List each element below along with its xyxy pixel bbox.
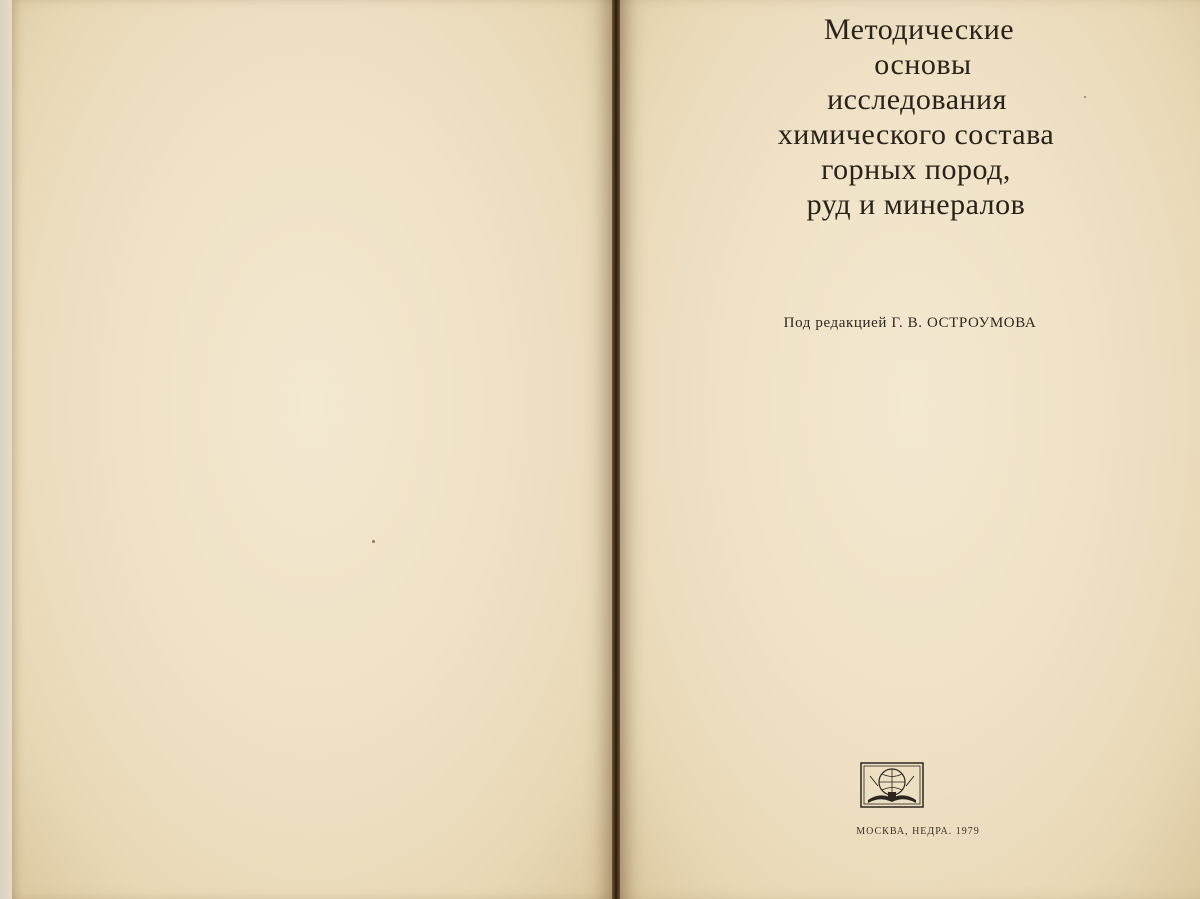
title-line: основы: [874, 48, 972, 81]
title-line: руд и минералов: [806, 188, 1026, 221]
title-line: химического состава: [777, 118, 1055, 151]
editor-credit: Под редакцией Г. В. ОСТРОУМОВА: [783, 315, 1037, 331]
left-page-blank: [12, 0, 612, 899]
title-line: горных пород,: [821, 153, 1011, 186]
paper-speck: [372, 540, 375, 543]
title-line: исследования: [827, 83, 1007, 116]
publisher-emblem-icon-graphic: [860, 762, 924, 808]
title-line: Методические: [823, 13, 1015, 46]
publisher-imprint: МОСКВА, НЕДРА. 1979: [856, 826, 980, 837]
book-gutter: [612, 0, 620, 899]
title-page: [620, 0, 1200, 899]
publisher-emblem-icon: [860, 762, 924, 808]
book-title: [620, 12, 1200, 222]
scan-edge: [0, 0, 12, 899]
